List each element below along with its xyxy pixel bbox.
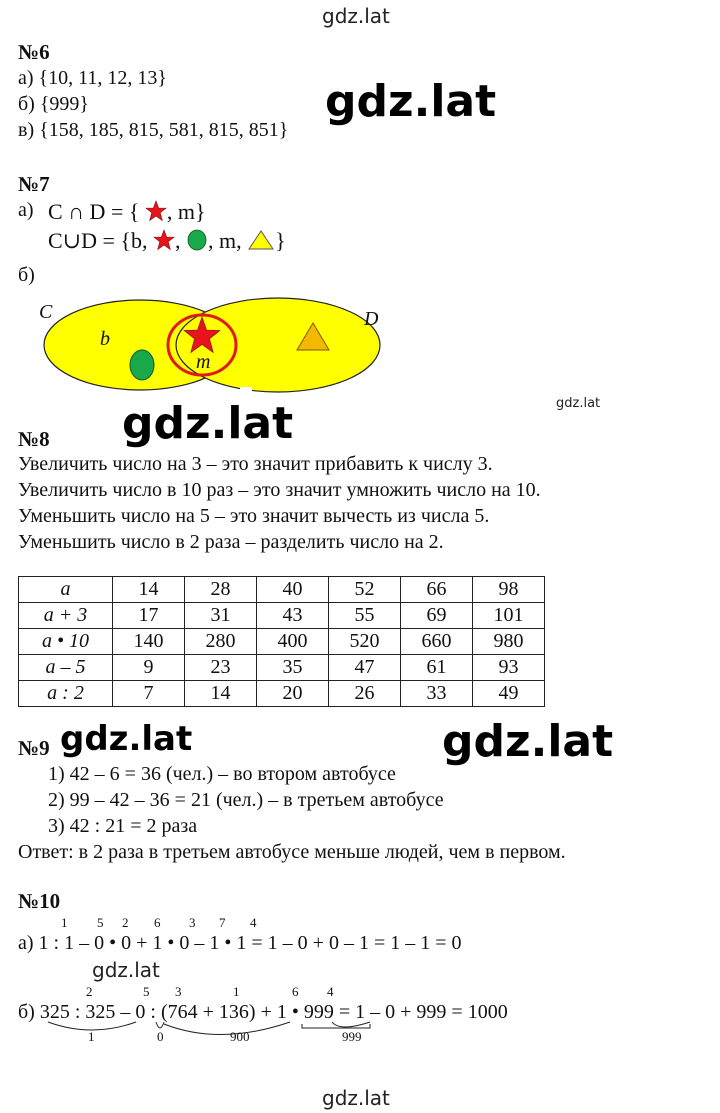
- venn-label-b: b: [100, 328, 110, 350]
- n10-b-order-3: 3: [175, 984, 182, 999]
- star-icon: [145, 200, 167, 222]
- watermark-top: gdz.lat: [322, 4, 390, 28]
- n6-answer-a: а) {10, 11, 12, 13}: [18, 67, 167, 89]
- star-icon: [153, 229, 175, 251]
- venn-label-m: m: [196, 351, 211, 373]
- n10-b-under-4: 999: [342, 1029, 362, 1044]
- n10-a-order-6: 7: [219, 915, 226, 930]
- n10-a-order-1: 1: [61, 915, 68, 930]
- n7-label-a: а): [18, 199, 34, 221]
- n10-b-order-6: 4: [327, 984, 334, 999]
- table-cell: 40: [257, 577, 329, 603]
- table-cell: 14: [113, 577, 185, 603]
- n10-b-rest: = 1 – 0 + 999 = 1000: [338, 1001, 508, 1023]
- n8-line-4: Уменьшить число в 2 раза – разделить число на 2.: [18, 531, 444, 553]
- table-cell: 17: [113, 603, 185, 629]
- n7-intersection-start: C ∩ D = {: [48, 199, 140, 224]
- table-cell: 98: [473, 577, 545, 603]
- table-cell: 280: [185, 629, 257, 655]
- table-cell: 28: [185, 577, 257, 603]
- n6-answer-v: в) {158, 185, 815, 581, 815, 851}: [18, 119, 289, 141]
- n10-b-part1: 325 : 325: [39, 1001, 116, 1023]
- table-row: [19, 681, 545, 707]
- table-row-head: a • 10: [19, 629, 113, 655]
- n10-a-order-4: 6: [154, 915, 161, 930]
- table-cell: 31: [185, 603, 257, 629]
- table-cell: 14: [185, 681, 257, 707]
- n8-heading: №8: [18, 427, 50, 451]
- venn-label-c: C: [39, 301, 53, 323]
- n10-b-order-5: 6: [292, 984, 299, 999]
- n7-union-mid: , m,: [207, 228, 242, 253]
- venn-label-d: D: [364, 308, 379, 330]
- n10-b-zero: 0: [135, 1001, 146, 1023]
- table-cell: 66: [401, 577, 473, 603]
- n7-intersection: [48, 199, 206, 225]
- table-cell: 26: [329, 681, 401, 707]
- table-row: [19, 603, 545, 629]
- table-cell: 49: [473, 681, 545, 707]
- n8-table: [18, 576, 545, 707]
- n9-step-2: 2) 99 – 42 – 36 = 21 (чел.) – в третьем автобусе: [48, 789, 444, 811]
- n10-b-order-4: 1: [233, 984, 240, 999]
- watermark-big-3: gdz.lat: [60, 719, 193, 759]
- table-cell: 47: [329, 655, 401, 681]
- table-cell: 980: [473, 629, 545, 655]
- n10-b-plus: ) + 1: [248, 1001, 287, 1023]
- triangle-icon: [247, 229, 275, 251]
- n10-b-under-3: 900: [230, 1029, 250, 1044]
- watermark-big-1: gdz.lat: [325, 76, 497, 127]
- table-cell: 93: [473, 655, 545, 681]
- n10-heading: №10: [18, 889, 61, 913]
- table-cell: 7: [113, 681, 185, 707]
- n10-b-part3: • 999: [291, 1001, 334, 1023]
- watermark-big-4: gdz.lat: [442, 716, 614, 767]
- n10-b-order-1: 2: [86, 984, 93, 999]
- table-row: [19, 577, 545, 603]
- table-cell: 101: [473, 603, 545, 629]
- n10-b-under-2: 0: [157, 1029, 164, 1044]
- n9-answer: Ответ: в 2 раза в третьем автобусе меньше людей, чем в первом.: [18, 841, 566, 863]
- table-cell: 35: [257, 655, 329, 681]
- n7-union-end: }: [275, 228, 286, 253]
- n8-line-1: Увеличить число на 3 – это значит прибавить к числу 3.: [18, 453, 493, 475]
- n10-b-prefix: б): [18, 1001, 35, 1023]
- table-row-head: a – 5: [19, 655, 113, 681]
- n10-b-under-1: 1: [88, 1029, 95, 1044]
- n9-step-3: 3) 42 : 21 = 2 раза: [48, 815, 198, 837]
- n10-b-order-2: 5: [143, 984, 150, 999]
- n6-answer-b: б) {999}: [18, 93, 90, 115]
- n7-union-start: C∪D = {b,: [48, 228, 148, 253]
- table-cell: 140: [113, 629, 185, 655]
- table-cell: 660: [401, 629, 473, 655]
- n7-union: [48, 228, 286, 254]
- table-cell: 9: [113, 655, 185, 681]
- green-circle-icon: [186, 229, 208, 251]
- watermark-small-n10: gdz.lat: [92, 958, 160, 982]
- table-cell: 61: [401, 655, 473, 681]
- n8-line-2: Увеличить число в 10 раз – это значит умножить число на 10.: [18, 479, 541, 501]
- table-row-head: a: [19, 577, 113, 603]
- venn-green-circle-icon: [130, 350, 154, 380]
- watermark-small-mid: gdz.lat: [556, 396, 601, 411]
- n10-a-order-2: 5: [97, 915, 104, 930]
- n10-a-order-7: 4: [250, 915, 257, 930]
- n10-a-order-5: 3: [189, 915, 196, 930]
- n7-intersection-end: , m}: [166, 199, 206, 224]
- n10-b-minus: –: [120, 1001, 131, 1023]
- n10-b-colon: : (: [150, 1001, 168, 1023]
- n7-union-comma: ,: [174, 228, 181, 253]
- n6-heading: №6: [18, 40, 50, 64]
- table-cell: 400: [257, 629, 329, 655]
- table-cell: 33: [401, 681, 473, 707]
- table-row: [19, 629, 545, 655]
- table-row: [19, 655, 545, 681]
- table-cell: 23: [185, 655, 257, 681]
- table-cell: 520: [329, 629, 401, 655]
- table-cell: 43: [257, 603, 329, 629]
- watermark-big-2: gdz.lat: [122, 398, 294, 449]
- n7-label-b: б): [18, 264, 35, 286]
- n9-step-1: 1) 42 – 6 = 36 (чел.) – во втором автобусе: [48, 763, 396, 785]
- n10-a-order-3: 2: [122, 915, 129, 930]
- n8-line-3: Уменьшить число на 5 – это значит вычесть из числа 5.: [18, 505, 490, 527]
- table-cell: 55: [329, 603, 401, 629]
- watermark-bottom: gdz.lat: [322, 1086, 390, 1110]
- venn-diagram: [30, 295, 390, 400]
- table-row-head: a + 3: [19, 603, 113, 629]
- n9-heading: №9: [18, 736, 50, 760]
- n7-heading: №7: [18, 172, 50, 196]
- table-cell: 52: [329, 577, 401, 603]
- table-row-head: a : 2: [19, 681, 113, 707]
- n10-b-part2: 764 + 136: [167, 1001, 249, 1023]
- table-cell: 69: [401, 603, 473, 629]
- n10-expression-a: а) 1 : 1 – 0 • 0 + 1 • 0 – 1 • 1 = 1 – 0 + 0 – 1 = 1 – 1 = 0: [18, 932, 462, 954]
- table-cell: 20: [257, 681, 329, 707]
